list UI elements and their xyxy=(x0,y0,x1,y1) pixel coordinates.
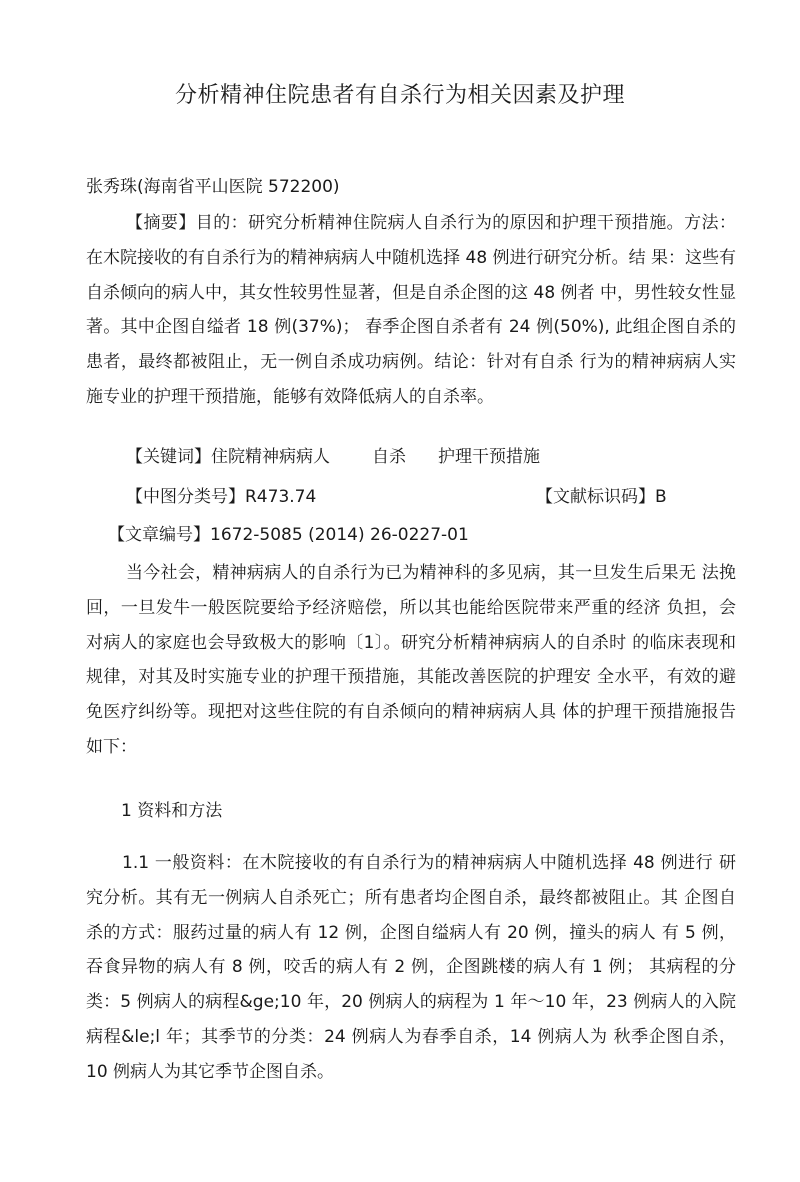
doc-id-label: 【文献标识码】 xyxy=(536,487,655,507)
keywords-label: 【关键词】 xyxy=(126,447,211,467)
abstract-label: 【摘要】 xyxy=(126,213,196,233)
document-id-line xyxy=(536,482,667,507)
article-no-label: 【文章编号】 xyxy=(108,525,210,545)
abstract-paragraph xyxy=(86,206,736,415)
keyword-2: 自杀 xyxy=(372,447,406,467)
author-affiliation: 张秀珠(海南省平山医院 572200) xyxy=(86,177,340,197)
clc-number-line xyxy=(126,482,316,507)
abstract-text: 目的：研究分析精神住院病人自杀行为的原因和护理干预措施。方法：在木院接收的有自杀行为的精神病病人中随机选择 48 例进行研究分析。结 果：这些有自杀倾向的病人中，其女性较男性显著，但是自杀企图的这 48 例者 中，男性较女性显著。其中企图自缢者 18 例(37%)； 春季企图自杀者有 24 例(50%), 此组企图自杀的患者，最终都被阻止，无一例自杀成功病例。结论：针对有自杀 行为的精神病病人实施专业的护理干预措施，能够有效降低病人的自杀率。 xyxy=(86,213,736,407)
article-title: 分析精神住院患者有自杀行为相关因素及护理 xyxy=(174,83,625,108)
doc-id-value: B xyxy=(655,487,667,507)
article-no-value: 1672-5085 (2014) 26-0227-01 xyxy=(210,525,469,545)
keyword-3: 护理干预措施 xyxy=(438,447,540,467)
keywords-line xyxy=(126,442,540,467)
section-heading-1: 1 资料和方法 xyxy=(121,801,223,821)
keyword-1: 住院精神病病人 xyxy=(211,447,330,467)
intro-paragraph: 当今社会，精神病病人的自杀行为已为精神科的多见病，其一旦发生后果无 法挽回，一旦发牛一般医院要给予经济赔偿，所以其也能给医院带来严重的经济 负担，会对病人的家庭也会导致极大的影响〔1〕。研究分析精神病病人的自杀时 的临床表现和规律，对其及时实施专业的护理干预措施，其能改善医院的护理安 全水平，有效的避免医疗纠纷等。现把对这些住院的有自杀倾向的精神病病人具 体的护理干预措施报告如下： xyxy=(86,563,736,757)
clc-value: R473.74 xyxy=(245,487,317,507)
article-number-line xyxy=(108,520,469,545)
clc-label: 【中图分类号】 xyxy=(126,487,245,507)
subsection-1-1-paragraph: 1.1 一般资料：在木院接收的有自杀行为的精神病病人中随机选择 48 例进行 研究分析。其有无一例病人自杀死亡；所有患者均企图自杀，最终都被阻止。其 企图自杀的方式：服药过量的病人有 12 例，企图自缢病人有 20 例，撞头的病人 有 5 例，吞食异物的病人有 8 例，咬舌的病人有 2 例，企图跳楼的病人有 1 例； 其病程的分类：5 例病人的病程&ge;10 年，20 例病人的病程为 1 年～10 年，23 例病人的入院病程&le;l 年；其季节的分类：24 例病人为春季自杀，14 例病人为 秋季企图自杀，10 例病人为其它季节企图自杀。 xyxy=(86,853,736,1082)
